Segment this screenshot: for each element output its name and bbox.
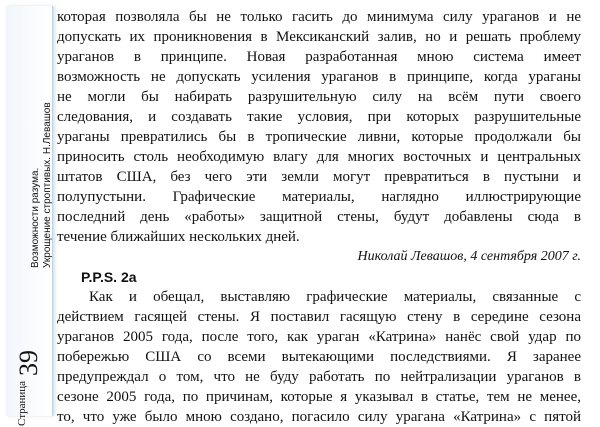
running-title-line: Возможности разума. xyxy=(30,167,41,268)
paragraph-line: не могли бы набирать разрушительную силу на всём пути своего xyxy=(57,89,581,105)
page-number: 39 xyxy=(14,350,43,376)
paragraph-line: возможность не допускать усиления ураганов в принципе, когда ураганы xyxy=(57,69,581,85)
signature: Николай Левашов, 4 сентября 2007 г. xyxy=(357,249,581,264)
paragraph-line: которая позволяла бы не только гасить до минимума силу ураганов и не xyxy=(57,9,581,25)
paragraph-line: допускать их проникновения в Мексиканский залив, но и решать проблему xyxy=(57,29,581,45)
running-title xyxy=(30,102,54,268)
paragraph-line: штатов США, без чего эти земли могут превратиться в пустыни и xyxy=(57,169,581,185)
paragraph-line: ураганов в принципе. Новая разработанная мною система имеет xyxy=(57,49,581,65)
paragraph-line: течение ближайших нескольких дней. xyxy=(57,229,300,245)
paragraph-line: побережью США со всеми вытекающими последствиями. Я заранее xyxy=(57,349,581,365)
paragraph-line: предупреждал о том, что не буду работать по нейтрализации ураганов в xyxy=(57,369,581,385)
document-body xyxy=(57,7,581,427)
paragraph-line: действием гасящей стены. Я поставил гасящую стену в середине сезона xyxy=(57,309,581,325)
page-label: Страница xyxy=(16,380,28,426)
paragraph-line: приносить столь необходимую влагу для многих восточных и центральных xyxy=(57,149,581,165)
section-heading: P.P.S. 2а xyxy=(81,269,137,285)
paragraph-line: ураганов 2005 года, после того, как ураган «Катрина» нанёс свой удар по xyxy=(57,329,581,345)
paragraph-line: то, что уже было мною создано, погасило силу урагана «Катрина» с пятой xyxy=(57,409,581,425)
page-sidebar xyxy=(6,6,53,426)
paragraph-line: сезоне 2005 года, по причинам, которые я указывал в статье, тем не менее, xyxy=(57,389,581,405)
paragraph-line: следования, и создавать такие условия, при которых разрушительные xyxy=(57,109,581,125)
paragraph-line: ураганы превратились бы в тропические ливни, которые продолжали бы xyxy=(57,129,581,145)
paragraph-line: полупустыни. Графические материалы, наглядно иллюстрирующие xyxy=(57,189,581,205)
paragraph-line: Как и обещал, выставляю графические материалы, связанные с xyxy=(89,289,581,305)
paragraph-line: последний день «работы» защитной стены, будут добавлены сюда в xyxy=(57,209,581,225)
running-title-line: Укрощение строптивых. Н.Левашов xyxy=(42,102,53,268)
